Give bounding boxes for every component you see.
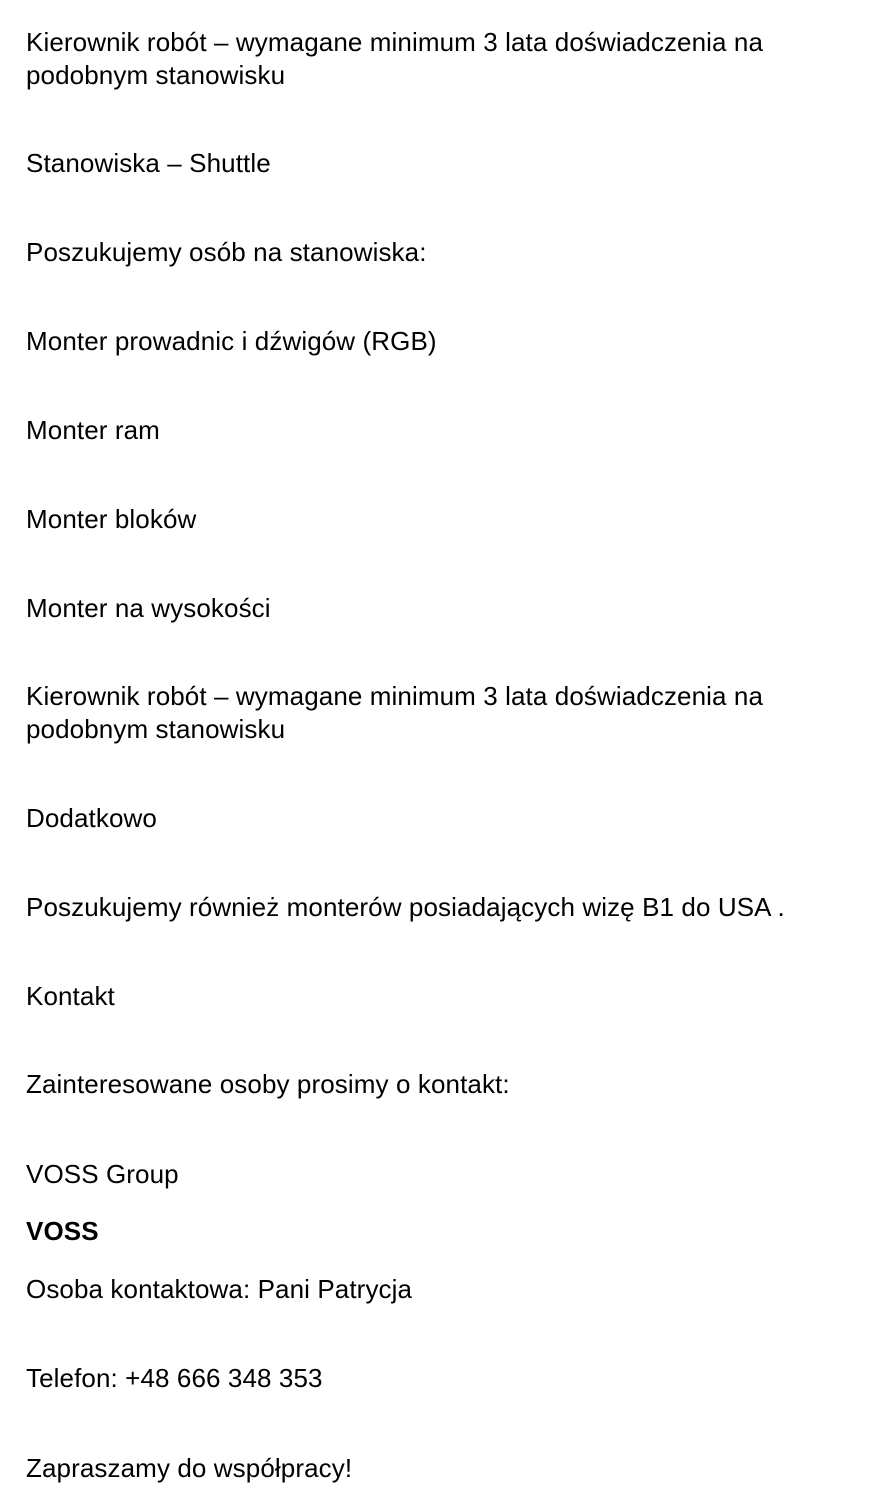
- paragraph-dodatkowo: Dodatkowo: [26, 803, 157, 833]
- paragraph-kontakt: Kontakt: [26, 981, 115, 1011]
- paragraph-voss-bold: VOSS: [26, 1216, 99, 1246]
- paragraph-telefon: Telefon: +48 666 348 353: [26, 1363, 323, 1393]
- paragraph-kierownik-robot-1: Kierownik robót – wymagane minimum 3 lata doświadczenia na podobnym stanowisku: [26, 27, 764, 90]
- paragraph-kierownik-robot-2: Kierownik robót – wymagane minimum 3 lata doświadczenia na podobnym stanowisku: [26, 681, 764, 744]
- paragraph-zainteresowane-osoby: Zainteresowane osoby prosimy o kontakt:: [26, 1069, 510, 1099]
- paragraph-wiza-b1: Poszukujemy również monterów posiadających wizę B1 do USA .: [26, 892, 785, 922]
- paragraph-voss-group: VOSS Group: [26, 1159, 179, 1189]
- paragraph-monter-blokow: Monter bloków: [26, 504, 197, 534]
- paragraph-monter-prowadnic: Monter prowadnic i dźwigów (RGB): [26, 326, 437, 356]
- paragraph-monter-na-wysokosci: Monter na wysokości: [26, 593, 271, 623]
- paragraph-poszukujemy-osob: Poszukujemy osób na stanowiska:: [26, 237, 427, 267]
- paragraph-stanowiska-shuttle: Stanowiska – Shuttle: [26, 148, 271, 178]
- paragraph-osoba-kontaktowa: Osoba kontaktowa: Pani Patrycja: [26, 1274, 413, 1304]
- paragraph-monter-ram: Monter ram: [26, 415, 160, 445]
- paragraph-zapraszamy: Zapraszamy do współpracy!: [26, 1453, 353, 1483]
